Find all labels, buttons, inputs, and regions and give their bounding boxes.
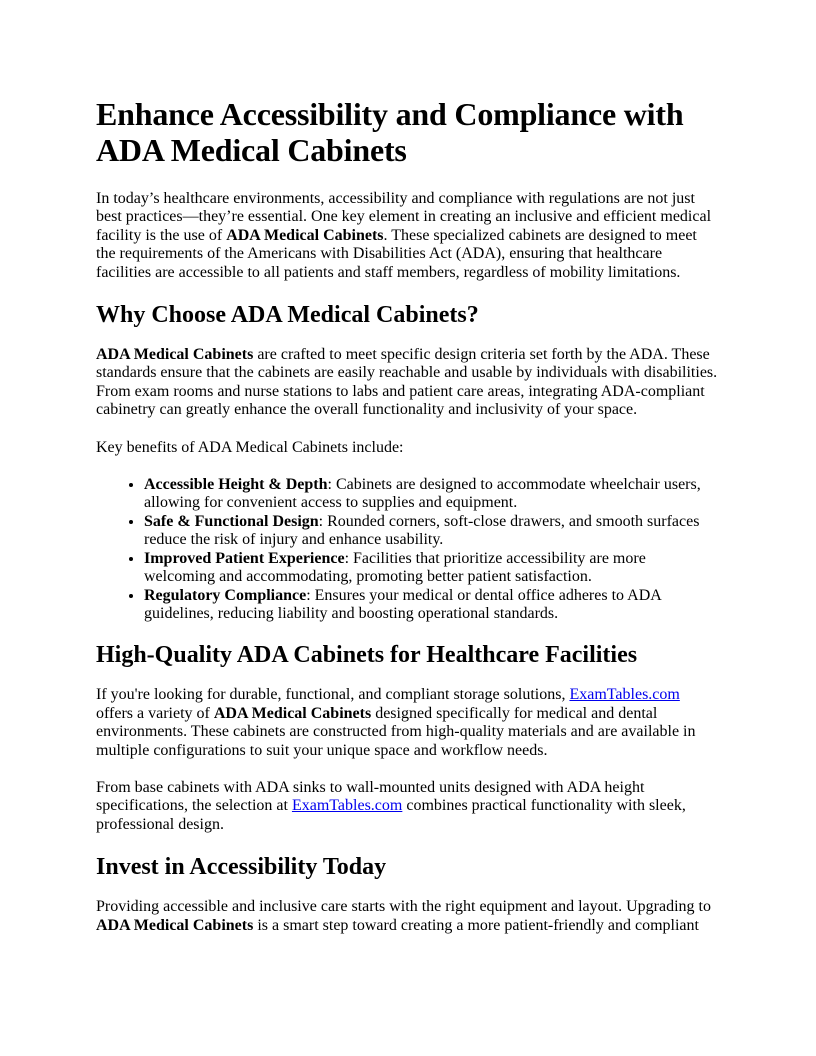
section-heading-why-choose: Why Choose ADA Medical Cabinets?	[96, 302, 479, 329]
hq-p2-before: From base cabinets with ADA sinks to wall-mounted units designed with ADA height specifications, the selection at	[96, 778, 645, 815]
high-quality-paragraph-2	[96, 779, 720, 834]
benefits-list	[96, 476, 720, 623]
benefit-text: : Facilities that prioritize accessibility are more welcoming and accommodating, promoting better patient satisfaction.	[144, 549, 646, 586]
benefit-term: Safe & Functional Design	[144, 512, 319, 530]
hq-p1-after: designed specifically for medical and dental environments. These cabinets are constructed from high-quality materials and are available in multiple configurations to suit your unique space and workflow needs.	[96, 704, 696, 759]
benefit-term: Accessible Height & Depth	[144, 476, 328, 494]
benefit-term: Regulatory Compliance	[144, 586, 307, 604]
benefits-intro: Key benefits of ADA Medical Cabinets include:	[96, 438, 404, 456]
why-choose-text: are crafted to meet specific design criteria set forth by the ADA. These standards ensure that the cabinets are easily reachable and usable by individuals with disabilities. From exam rooms and nurse stations to labs and patient care areas, integrating ADA-compliant cabinetry can greatly enhance the overall functionality and inclusivity of your space.	[96, 346, 718, 419]
intro-bold: ADA Medical Cabinets	[226, 226, 384, 244]
hq-p2-after: combines practical functionality with sleek, professional design.	[96, 797, 686, 833]
why-choose-bold: ADA Medical Cabinets	[96, 346, 254, 364]
document-page	[96, 96, 720, 954]
invest-bold: ADA Medical Cabinets	[96, 916, 254, 934]
invest-paragraph	[96, 898, 720, 935]
examtables-link[interactable]: ExamTables.com	[291, 797, 403, 815]
intro-text-before: In today’s healthcare environments, accessibility and compliance with regulations are not just best practices—they’re essential. One key element in creating an inclusive and efficient medical facility is the use of	[96, 190, 712, 244]
why-choose-paragraph	[96, 346, 720, 420]
hq-p1-bold: ADA Medical Cabinets	[213, 704, 372, 722]
benefit-term: Improved Patient Experience	[144, 549, 345, 567]
benefit-text: : Ensures your medical or dental office adheres to ADA guidelines, reducing liability and boosting operational standards.	[144, 586, 661, 622]
high-quality-paragraph-1	[96, 686, 720, 760]
benefit-item	[144, 550, 720, 587]
benefit-item	[144, 476, 720, 513]
examtables-link[interactable]: ExamTables.com	[569, 686, 680, 704]
section-heading-high-quality: High-Quality ADA Cabinets for Healthcare Facilities	[96, 642, 638, 669]
benefit-text: : Cabinets are designed to accommodate wheelchair users, allowing for convenient access to supplies and equipment.	[144, 476, 701, 512]
benefit-item	[144, 513, 720, 550]
benefit-item	[144, 587, 720, 624]
invest-after: is a smart step toward creating a more patient-friendly and compliant	[253, 916, 699, 934]
section-heading-invest: Invest in Accessibility Today	[96, 854, 387, 881]
intro-paragraph	[96, 190, 720, 282]
page-title: Enhance Accessibility and Compliance with ADA Medical Cabinets	[96, 96, 684, 168]
intro-text-after: . These specialized cabinets are designed to meet the requirements of the Americans with Disabilities Act (ADA), ensuring that healthcare facilities are accessible to all patients and staff members, regardless of mobility limitations.	[96, 226, 697, 281]
hq-p1-before: If you're looking for durable, functional, and compliant storage solutions,	[96, 686, 570, 704]
hq-p1-mid: offers a variety of	[96, 704, 214, 722]
invest-before: Providing accessible and inclusive care starts with the right equipment and layout. Upgrading to	[96, 898, 711, 916]
benefit-text: : Rounded corners, soft-close drawers, and smooth surfaces reduce the risk of injury and enhance usability.	[144, 512, 700, 549]
